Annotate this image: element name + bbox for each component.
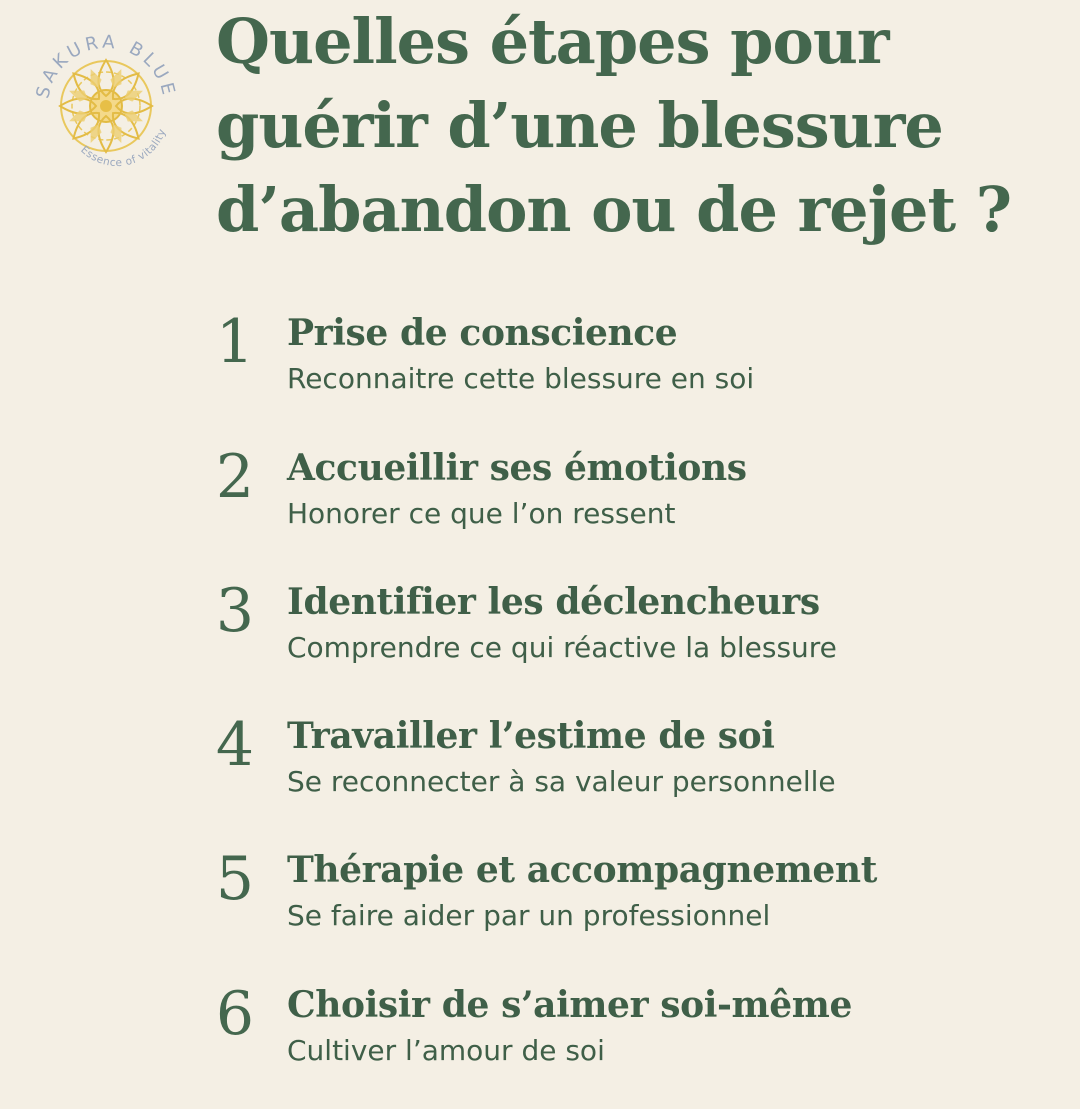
step-title: Accueillir ses émotions — [287, 447, 747, 489]
step-description: Honorer ce que l’on ressent — [287, 497, 676, 530]
step-6 — [210, 979, 1070, 1109]
step-description: Cultiver l’amour de soi — [287, 1034, 605, 1067]
step-number: 1 — [215, 307, 255, 377]
step-title: Travailler l’estime de soi — [287, 715, 775, 757]
step-number: 5 — [215, 844, 255, 914]
step-number: 4 — [215, 710, 255, 780]
title-line-3: d’abandon ou de rejet ? — [216, 173, 1012, 246]
step-description: Se reconnecter à sa valeur personnelle — [287, 765, 836, 798]
step-title: Identifier les déclencheurs — [287, 581, 820, 623]
step-title: Choisir de s’aimer soi-même — [287, 984, 852, 1026]
title-line-2: guérir d’une blessure — [216, 89, 943, 162]
step-1 — [210, 307, 1070, 437]
step-2 — [210, 442, 1070, 572]
step-description: Reconnaitre cette blessure en soi — [287, 362, 755, 395]
brand-tagline-text: Essence of vitality — [78, 127, 169, 169]
step-number: 2 — [215, 442, 255, 512]
step-4 — [210, 710, 1070, 840]
step-number: 6 — [215, 979, 255, 1049]
brand-name-text: SAKURA BLUE — [32, 34, 180, 101]
step-number: 3 — [215, 576, 255, 646]
step-description: Se faire aider par un professionnel — [287, 899, 771, 932]
step-title: Prise de conscience — [287, 312, 678, 354]
step-5 — [210, 844, 1070, 974]
step-3 — [210, 576, 1070, 706]
title-line-1: Quelles étapes pour — [216, 5, 889, 78]
step-title: Thérapie et accompagnement — [287, 849, 877, 891]
step-description: Comprendre ce qui réactive la blessure — [287, 631, 837, 664]
